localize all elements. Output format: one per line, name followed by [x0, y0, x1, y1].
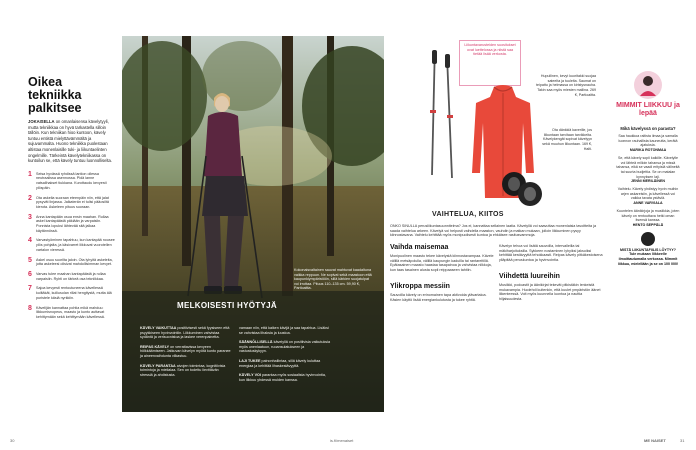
walking-poles-image	[424, 50, 458, 180]
jacket-caption: Hupullinen, kevyt kuoritakki suojaa sateelta ja tuulelta. Saumat on teipattu ja helmassa on kiristysnauha. Takin saa myös miesten mallina. 269 €, Partioaitta.	[536, 74, 596, 97]
tip-marker-icon: 6	[28, 271, 32, 278]
tip-item: 4 Varvastyöminen tapahtuu, kun kantapää nousee ylös pohjalta, ja käsivarret liikkuvat vuorotellen vartalon vieressä.	[28, 237, 115, 252]
page-number-right: 31	[680, 438, 685, 443]
woman-avatar-icon	[633, 70, 663, 100]
benefits-column-1: KÄVELY VAIKUTTAA positiivisesti sekä fyysiseen että psyykkiseen hyvinvointiin. Liikkuminen vahvistaa sydäntä ja verisuonistoa ja laskee verenpainetta. REIPAS KÄVELY on verrattavissa kevyeen hölkkäämiseen. Jatkuvan kävelyn myötä kunto paranee ja aineenvaihdunta vilkastuu. KÄVELY PARANTAA aivojen toimintaa, kognitiivisia toimintoja ja mielialaa. Sen on todettu lievittävän stressiä ja ahdistusta.	[140, 326, 231, 377]
bottom-column-right: Kävelyn tehoa voi lisätä sauvoilla, intervalleilla tai mäkiharjoituksilla. Sykkeen nostaminen lyhyiksi jaksoiksi kehittää kestävyyttä tehokkaasti. Reipas kävely pitkäkestoisena ylläpitää peruskuntoa ja hyvinvointia. Viihdettä luureihin Musiikki, podcastit ja äänikirjat tekevät pitkistäkin lenkeistä mukavampia. Huolehdi kuitenkin, että kuulet ympäristön äänet liikenteessä. Voit myös kuunnella luontoa ja nauttia hiljaisuudesta.	[499, 244, 603, 301]
tip-item: 8 Kävelijän kannattaa pohtia mikä mahduu: liikkumisnopeus, maasto ja kunto auttavat kehittymään sekä kehittymään kävellessä.	[28, 304, 105, 319]
question: Mikä kävelyssä on parasta?	[620, 126, 676, 131]
article-headline: Oikea tekniikka palkitsee	[28, 75, 82, 115]
tip-item: 5 Askel osuu suorilta jaloin. Ota lyhyitä askeleita, jotta askeleesi olisivat mahdollisimman kevyet.	[28, 256, 113, 267]
tip-marker-icon: 1	[28, 170, 32, 178]
footer-url: is.fi/menaiset	[330, 438, 354, 443]
photo-section-title: MELKOISESTI HYÖTYJÄ	[177, 301, 277, 310]
left-article	[28, 76, 116, 325]
info-badge-icon	[641, 232, 655, 246]
heading-ylikroppa: Ylikroppa messiin	[390, 282, 450, 290]
tip-item: 2 Ota askelia suoraan eteenpäin niin, että jalat pysyvät linjassa. Jalkaterän ei tulisi pääosiltä kierota. Askeleen pituus suoraan.	[28, 194, 109, 209]
bottom-column-left: Vaihda maisemaa Monipuolinen maasto tekee kävelystä kiinnostavampaa. Kävele välillä metsäpolulla, välillä kaupungin kaduilla tai rantareitillä. Epätasainen maasto haastaa tasapainoa ja vahvistaa nilkkoja, kun taas tasainen alusta sopii reippaaseen tahtiin. Ylikroppa messiin Sauvoilla kävely on erinomainen tapa aktivoida ylävartaloa. Käsien käyttö lisää energiankulutusta ja tukee ryhtiä.	[390, 244, 494, 302]
article-lead	[28, 119, 116, 164]
poles-caption: Kokonaisvaltainen sauvat mahtuvat kaadaltuna vaikka reppuun. Ne sopivat sekä maastoon että kaupunkiympäristöön, sillä kärkien suojatulpat voi irrottaa. Pituus 110–135 cm. 59,90 €, Partioaitta.	[294, 268, 372, 291]
sidebar-mimmit: MIMMIT LIIKKUU ja lepää Mikä kävelyssä on parasta? Saa haukkoa raitista ilmaa ja samalla luonnon rauhallista kauneutta, kerätä ajatuksia. MARIKA ROTONMAA Se, että kävely sopii kaikille. Kävelylle voi lähteä milloin tahansa ja missä tahansa, eikä se vaadi erityisiä välineitä tai suurta budjettia. Se on matalan kynnyksen laji. JENNI MERILÄINEN Vaihtelu. Kävely yhdistyy hyvin muihin arjen askareisiin, ja kävellessä voi vaikka tavata ystäviä. ANNE VARVIALA Kuuntelen äänikirjoja ja musiikkia, joten kävely on rentouttava hetki oman itsensä kanssa. HENTO SEPPÄLÄ MISTÄ LIIKUNTAFIILIS LÖYTYY? Tule mukaan liikkeelle ilmoittautumalla verkossa. Mimmit liikkuu, mielellään ja se on 100 000!	[616, 70, 680, 266]
tip-marker-icon: 3	[28, 213, 32, 221]
variety-intro: ONKO SINULLA perusliikuntasuunnitelma? Jos ei, kannattaa sellainen laatia. Kävelyllä voi saavuttaa monenlaisia tavoitteita ja saada vaihtelua arkeen. Kävelyä voi helposti vaihdella maaston, vauhdin ja matkan mukaan, jolloin liikkuminen pysyy kiinnostavana. Vaihtelu kehittää myös monipuolisesti kuntoa ja ehkäisee rasitusvammoja.	[390, 224, 597, 238]
tip-marker-icon: 5	[28, 256, 32, 264]
tip-marker-icon: 2	[28, 194, 32, 202]
benefits-column-2: vamaan niin, että kaiken kävijä ja saa tapahtua. Lisäksi se vahvistaa lihaksia ja luustoa. SÄÄNNÖLLISELLÄ kävelyllä on positiivisia vaikutuksia myös unenlaatuun, ruoansulatukseen ja vastustuskykyyn. LAJI TUKEE painonhallintaa, sillä kävely kuluttaa energiaa ja kehittää lihaskestävyyttä. KÄVELY VOI parantaa myös sosiaalista hyvinvointia, kun liikkuu yhdessä muiden kanssa.	[239, 326, 330, 382]
tip-item: 7 Sajoa kevyesti rentoutuneena kävellessä kuiltäkät, kuiliusolan rillat hengitystä, mutta älä puristele käsiä nyrkkiin.	[28, 285, 112, 300]
heading-vaihda-maisemaa: Vaihda maisemaa	[390, 244, 449, 251]
tip-marker-icon: 4	[28, 237, 32, 245]
walking-shoes-image	[500, 170, 542, 208]
shoe-caption: Ota dänkkiä kaverille, jos liikuntaan tarvitaan tarvikkeita. Kävelykengät sopivat kävelyyn sekä muuhun liikuntaan. 169 €, Halti.	[542, 128, 592, 151]
mimmit-title: MIMMIT LIIKKUU ja lepää	[616, 102, 680, 117]
tip-item: 3 Anna kantapään osua ensin maahan. Rullaa askel kantapäästä päkiään ja varpaisiin. Ponnista lopuksi lähtevää sitä jalkaa käytännössä.	[28, 213, 109, 233]
tip-item: 1 Seisa hyvässä ryhdissä lantion ollessa neutraalissa asennossa. Pidä lanne vatsalihakset tiukkana. Kurottaudu kevyesti ylöspäin.	[28, 170, 107, 190]
tip-marker-icon: 8	[28, 304, 32, 312]
hiking-photo	[122, 36, 384, 412]
heading-viihdetta: Viihdettä luureihin	[499, 272, 560, 280]
variety-section-title: VAIHTELUA, KIITOS	[432, 211, 504, 218]
lead-dropcap: JOKAISELLA	[28, 119, 55, 124]
page-number-left: 30	[10, 438, 15, 443]
tip-item: 6 Varvas tulee maahan kantapäästä ja rullaa varpaisiin. Ryhti on tärkeä osa tekniikkaa.	[28, 271, 106, 281]
tips-list	[28, 172, 116, 320]
info-text: MISTÄ LIIKUNTAFIILIS LÖYTYY? Tule mukaan liikkeelle ilmoittautumalla verkossa. Mimmit liikkuu, mielellään ja se on 100 000!	[617, 247, 679, 266]
info-box: Liikuntavarusteiden suositukset ovat luettelossa ja niistä saa tietää lisää verkosta.	[459, 40, 521, 86]
tip-marker-icon: 7	[28, 285, 32, 293]
lead-text: on omanlaisensa kävelytyyli, mutta tekniikkaa on hyvä tarkastella silloin tällöin. Kun tekniikan hioo kuntoon, kävely tuntuu entistä mielyttävämmältä ja sujuvammalta. Huono tekniikka puolestaan altistaa monenlaisille tuki- ja liikuntaelinten ongelmille. Tärkeintä kävelytekniikassa on kuntoilun se, että kävely tuntuu luonnolliselta.	[28, 119, 113, 164]
footer-brand: ME NAISET	[644, 438, 666, 443]
